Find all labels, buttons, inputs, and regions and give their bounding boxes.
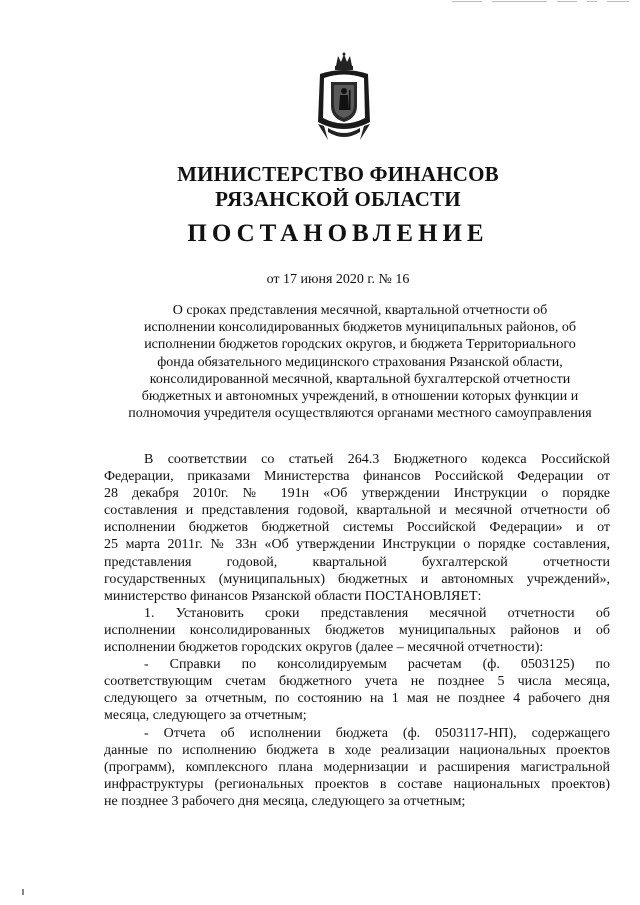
body-line: министерство финансов Рязанской области ПОСТАНОВЛЯЕТ:: [104, 588, 482, 604]
body-line: исполнении консолидированных бюджетов муниципальных районов и об: [104, 622, 610, 638]
document-body: [104, 451, 610, 810]
body-line: соответствующим счетам бюджетного учета не позднее 5 числа месяца,: [104, 674, 610, 690]
document-type-title: ПОСТАНОВЛЕНИЕ: [187, 220, 489, 247]
body-line: не позднее 3 рабочего дня месяца, следующего за отчетным;: [104, 793, 466, 809]
body-line: исполнении бюджетов городских округов (далее – месячной отчетности):: [104, 640, 544, 656]
body-line: - Отчета об исполнении бюджета (ф. 0503117-НП), содержащего: [144, 725, 610, 741]
body-line: представления годовой, квартальной бухгалтерской отчетности: [104, 554, 610, 570]
body-line: 25 марта 2011г. № 33н «Об утверждении Инструкции о порядке составления,: [104, 537, 610, 553]
body-line: исполнении бюджетов бюджетной системы Российской Федерации» и от: [104, 520, 610, 536]
ministry-name-line-1: МИНИСТЕРСТВО ФИНАНСОВ: [177, 162, 499, 186]
body-line: государственных (муниципальных) бюджетных и автономных учреждений»,: [104, 571, 610, 587]
body-line: следующего за отчетным, по состоянию на 1 мая не позднее 4 рабочего дня: [104, 691, 610, 707]
body-line: 1. Установить сроки представления месячной отчетности об: [144, 605, 610, 621]
body-line: данные по исполнению бюджета в ходе реализации национальных проектов: [104, 742, 610, 758]
scan-header-marks: [452, 0, 632, 4]
document-date-number: от 17 июня 2020 г. № 16: [266, 272, 410, 287]
body-line: 28 декабря 2010г. № 191н «Об утверждении Инструкции о порядке: [104, 486, 610, 502]
ministry-name: [0, 162, 640, 212]
body-line: - Справки по консолидируемым расчетам (ф. 0503125) по: [144, 657, 610, 673]
scan-margin-mark: [22, 889, 24, 895]
body-line: составления и представления годовой, квартальной и месячной отчетности об: [104, 503, 610, 519]
body-line: Федерации, приказами Министерства финансов Российской Федерации от: [104, 469, 610, 485]
subject-line: О сроках представления месячной, квартальной отчетности об: [172, 303, 548, 318]
subject-line: бюджетных и автономных учреждений, в отношении которых функции и: [141, 389, 579, 405]
body-line: (программ), комплексного плана модернизации и расширения магистральной: [104, 759, 610, 775]
body-line: месяца, следующего за отчетным;: [104, 708, 307, 724]
subject-line: фонда обязательного медицинского страхования Рязанской области,: [157, 354, 563, 370]
subject-line: консолидированной месячной, квартальной бухгалтерской отчетности: [149, 371, 571, 387]
body-line: инфраструктуры (региональных проектов в составе национальных проектов): [104, 776, 610, 792]
subject-line: полномочия учредителя осуществляются органами местного самоуправления: [128, 406, 592, 422]
subject-line: исполнении консолидированных бюджетов муниципальных районов, об: [143, 320, 577, 336]
ministry-name-line-2: РЯЗАНСКОЙ ОБЛАСТИ: [215, 187, 461, 211]
body-line: В соответствии со статьей 264.3 Бюджетного кодекса Российской: [144, 452, 610, 467]
coat-of-arms-emblem: [314, 52, 374, 144]
subject-line: исполнении бюджетов городских округов, и бюджета Территориального: [144, 337, 576, 353]
document-subject: [110, 302, 610, 422]
